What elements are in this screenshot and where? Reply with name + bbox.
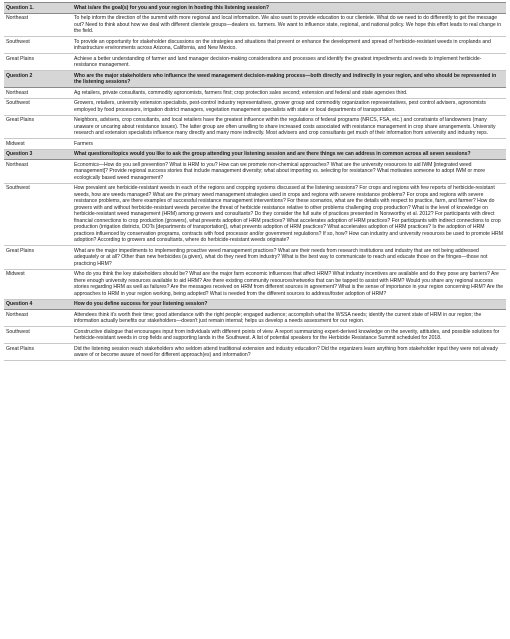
response-cell: Growers, retailers, university extension specialists, pest-control industry representatives, grower group and commodity organization representatives, pest control advisers, agronomists employed by food processors, irrigation district managers, vegetation management specialists with state or local departments of transportation.	[72, 98, 506, 115]
question-text: How do you define success for your listening session?	[72, 299, 506, 310]
region-cell: Southwest	[4, 183, 72, 246]
table-row	[4, 327, 506, 344]
table-row	[4, 37, 506, 54]
region-cell: Southwest	[4, 98, 72, 115]
response-cell: Who do you think the key stakeholders should be? What are the major farm economic influences that affect HRM? What industry incentives are available and do they pose any barriers? Are there enough university resources available to aid HRM? Are there existing community resources/networks that can be tapped to assist with HRM? Would you share any regional success stories regarding HRM as well as failures? Are the messages received on HRM from different sources in agreement? What is the sense of importance in your region concerning HRM? Are the approaches to HRM in your region working, being adopted? What is needed from the different sources to address/foster adoption of HRM?	[72, 269, 506, 299]
table-row	[4, 183, 506, 246]
region-cell: Southwest	[4, 327, 72, 344]
table-body	[4, 3, 506, 361]
region-cell: Midwest	[4, 269, 72, 299]
table-row	[4, 88, 506, 99]
response-cell: How prevalent are herbicide-resistant weeds in each of the regions and cropping systems discussed at the listening sessions? For crops and regions with few reports of herbicide-resistant weeds, how are weeds managed? What are the primary weed management strategies used in crops and regions with severe resistance problems? For crops and regions with severe resistance problems, are there examples of successful resistance management interventions? For these scenarios, what are the details with respect to practice, farm, and farmer? How do growers with and without herbicide-resistant weeds perceive the threat of herbicide resistance relative to other problems challenging crop production? What is the level of knowledge on herbicide-resistant weed management (HRM) among growers and consultants? Do they consider the full suite of practices presented in Norsworthy et al. 2012? For participants with direct financial connections to crop production (growers), what prevents adoption of HRM practices? What accelerates adoption of HRM practices? For participants with indirect connections to crop production (irrigation districts, DOTs [departments of transportation]), what prevents adoption of HRM practices? What accelerates adoption of HRM practices? Is the adoption of HRM practices influenced by conservation programs, contracts with food processor and/or government regulations? If so, how? How can industry and university resources be used to promote HRM adoption? According to growers and consultants, where do herbicide-resistant weeds originate?	[72, 183, 506, 246]
table-row	[4, 98, 506, 115]
region-cell: Great Plains	[4, 344, 72, 361]
table-row	[4, 13, 506, 37]
table-row	[4, 310, 506, 327]
region-cell: Northeast	[4, 160, 72, 184]
question-label: Question 3	[4, 149, 72, 160]
region-cell: Great Plains	[4, 115, 72, 139]
table-row	[4, 115, 506, 139]
table-row	[4, 246, 506, 270]
response-cell: What are the major impediments to implementing proactive weed management practices? What are their needs from research institutions and industry that are not being addressed adequately or at all? Other than new herbicides (a given), what do they need from industry? What is the best way to communicate to reach and educate those on the fringes—those not practicing HRM?	[72, 246, 506, 270]
region-cell: Midwest	[4, 139, 72, 150]
question-label: Question 2	[4, 71, 72, 88]
table-row	[4, 139, 506, 150]
region-cell: Northeast	[4, 310, 72, 327]
region-cell: Northeast	[4, 88, 72, 99]
response-cell: Constructive dialogue that encourages input from individuals with different points of view. A report summarizing expert-derived knowledge on the severity, attitudes, and possible solutions for herbicide-resistant weeds in crop fields and supporting lands in the Southwest. A list of potential speakers for the Herbicide Resistance Summit scheduled for 2018.	[72, 327, 506, 344]
response-cell: Farmers	[72, 139, 506, 150]
table-row	[4, 54, 506, 71]
question-text: What is/are the goal(s) for you and your region in hosting this listening session?	[72, 3, 506, 14]
response-cell: To provide an opportunity for stakeholder discussions on the strategies and situations that prevent or enhance the development and spread of herbicide-resistant weeds in croplands and infrastructure environments across Arizona, California, and New Mexico.	[72, 37, 506, 54]
table-row	[4, 160, 506, 184]
region-cell: Great Plains	[4, 246, 72, 270]
question-text: Who are the major stakeholders who influence the weed management decision-making process—both directly and indirectly in your region, and who should be represented in the listening sessions?	[72, 71, 506, 88]
response-cell: Ag retailers, private consultants, commodity agronomists, farmers first; crop protection sales second; extension and federal and state agencies third.	[72, 88, 506, 99]
question-text: What questions/topics would you like to ask the group attending your listening session and are there things we can address in common across all seven sessions?	[72, 149, 506, 160]
question-header-row	[4, 71, 506, 88]
region-cell: Great Plains	[4, 54, 72, 71]
question-label: Question 1.	[4, 3, 72, 14]
table-row	[4, 344, 506, 361]
question-header-row	[4, 299, 506, 310]
response-cell: Did the listening session reach stakeholders who seldom attend traditional extension and industry education? Did the organizers learn anything from stakeholder input they were not already aware of or become aware of need for different approach(es) and information?	[72, 344, 506, 361]
listening-session-table	[4, 2, 506, 361]
question-label: Question 4	[4, 299, 72, 310]
question-header-row	[4, 3, 506, 14]
question-header-row	[4, 149, 506, 160]
response-cell: Neighbors, advisers, crop consultants, and local retailers have the greatest influence within the regulations of federal programs (NRCS, FSA, etc.) and constraints of landowners (many unaware or uncaring about resistance issues). The latter group are often unwilling to share increased costs associated with resistance management in crop share arrangements. University research and extension specialists influence many directly and many more indirectly. Most advisers and crop consultants get much of their information from university and industry reps.	[72, 115, 506, 139]
response-cell: Attendees think it's worth their time; good attendance with the right people; engaged audience; accomplish what the WSSA needs; identify the current state of HRM in our region; the information actually benefits our stakeholders—doesn't just remain internal; helps us develop a needs assessment for our region.	[72, 310, 506, 327]
response-cell: Economics—How do you sell prevention? What is HRM to you? How can we promote non-chemical approaches? What are the university resources to aid IWM [integrated weed management]? Provide regional success stories that include management diversity; what about importing vs. selecting for resistance? What motivates someone to adopt IWM or more ecologically based weed management?	[72, 160, 506, 184]
table-row	[4, 269, 506, 299]
region-cell: Northeast	[4, 13, 72, 37]
response-cell: Achieve a better understanding of farmer and land manager decision-making considerations and processes and identify the greatest impediments and needs to implement herbicide-resistance management.	[72, 54, 506, 71]
region-cell: Southwest	[4, 37, 72, 54]
response-cell: To help inform the direction of the summit with more regional and local information. We also want to provide education to our clientele. What do we need to do differently to get the message out? Need to think about how we deal with different clientele groups—dealers vs. farmers. We want to influence state, regional, and national policy. We hope this effort leads to real change in the field.	[72, 13, 506, 37]
